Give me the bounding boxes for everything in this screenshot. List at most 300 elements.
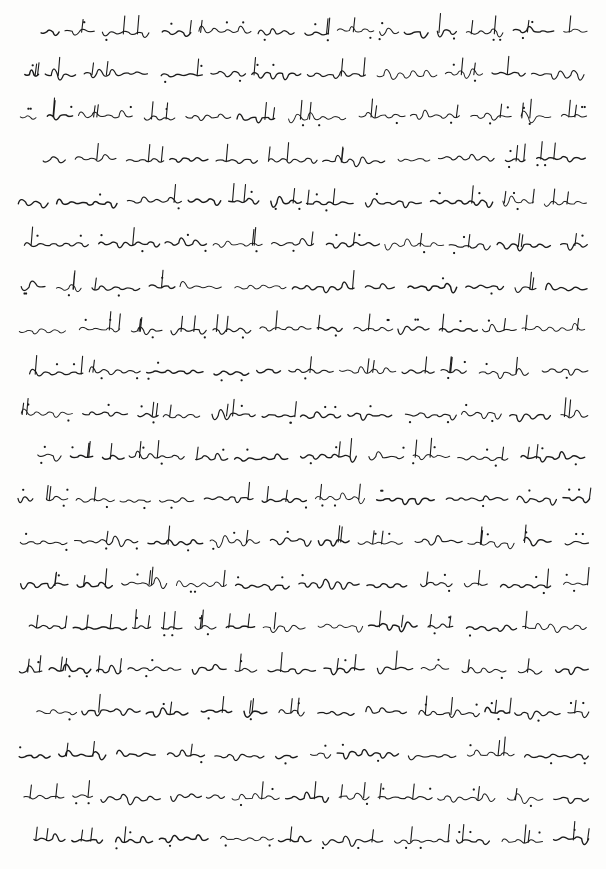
ink-stroke [518,669,541,674]
ink-dot [478,192,480,194]
ink-stroke [235,285,286,289]
ink-stroke [382,531,384,544]
ink-dot [529,123,531,125]
ink-stroke [371,99,373,117]
handwritten-line [41,14,587,42]
ink-stroke [236,584,290,590]
ink-dot [469,634,471,636]
ink-dot [115,847,117,849]
ink-dot [63,505,65,507]
ink-dot [381,22,383,24]
ink-stroke [110,444,112,460]
ink-stroke [323,836,383,846]
ink-stroke [567,192,569,204]
ink-dot [581,106,583,108]
ink-stroke [248,482,250,499]
ink-stroke [262,499,306,503]
ink-dot [108,404,110,406]
ink-stroke [377,69,437,79]
ink-stroke [66,743,68,756]
ink-stroke [97,144,99,160]
ink-stroke [314,782,316,799]
ink-dot [374,533,376,535]
ink-dot [513,192,515,194]
ink-stroke [92,63,94,75]
ink-stroke [530,272,532,289]
ink-stroke [439,329,477,332]
ink-stroke [554,143,556,159]
ink-stroke [195,626,216,630]
ink-dot [164,81,166,83]
ink-dot [86,675,88,677]
ink-stroke [38,454,61,461]
ink-stroke [49,487,51,500]
ink-stroke [58,57,60,75]
ink-stroke [521,111,551,123]
ink-stroke [250,701,252,713]
ink-stroke [199,26,251,33]
ink-dot [25,292,27,294]
ink-stroke [106,531,108,542]
ink-stroke [106,62,108,75]
ink-dot [448,616,450,618]
ink-stroke [446,496,508,501]
ink-stroke [19,666,41,673]
ink-stroke [20,541,67,545]
ink-dot [465,404,467,406]
ink-dot [335,234,337,236]
ink-stroke [127,197,181,203]
ink-stroke [174,612,176,630]
ink-dot [377,760,379,762]
handwritten-line [21,567,589,594]
ink-stroke [563,497,590,503]
ink-stroke [439,154,495,161]
ink-stroke [197,447,199,460]
ink-dot [85,319,87,321]
ink-dot [70,106,72,108]
ink-dot [321,504,323,506]
ink-stroke [458,456,508,460]
ink-stroke [474,63,476,75]
ink-stroke [295,402,297,417]
ink-stroke [430,438,432,457]
ink-stroke [174,185,176,203]
ink-stroke [144,116,175,120]
ink-dot [194,591,196,593]
ink-dot [40,462,42,464]
ink-stroke [197,59,199,76]
ink-stroke [103,455,125,459]
ink-dot [324,406,326,408]
ink-dot [487,533,489,535]
ink-dot [344,659,346,661]
ink-dot [318,124,320,126]
ink-dot [27,403,29,405]
ink-dot [369,405,371,407]
ink-stroke [521,235,523,247]
ink-dot [568,489,570,491]
ink-dot [170,507,172,509]
ink-stroke [131,327,162,335]
ink-stroke [20,116,36,119]
ink-stroke [413,455,450,460]
ink-stroke [527,20,529,32]
ink-stroke [30,785,32,798]
ink-stroke [170,405,172,417]
ink-stroke [359,484,361,499]
ink-stroke [27,399,29,415]
ink-stroke [270,538,311,546]
ink-dot [25,533,27,535]
ink-stroke [524,144,526,161]
ink-dot [420,847,422,849]
ink-dot [369,37,371,39]
ink-dot [171,634,173,636]
ink-stroke [367,359,369,373]
ink-stroke [117,750,156,756]
ink-stroke [271,197,302,208]
ink-stroke [213,328,251,334]
ink-stroke [21,281,45,290]
ink-dot [342,744,344,746]
ink-dot [152,421,154,423]
ink-dot [152,336,154,338]
ink-stroke [318,712,354,716]
ink-dot [570,702,572,704]
ink-stroke [59,751,106,760]
ink-dot [187,234,189,236]
ink-stroke [589,488,591,500]
ink-dot [482,505,484,507]
ink-stroke [497,243,550,251]
ink-dot [581,235,583,237]
ink-stroke [541,142,543,159]
ink-stroke [568,712,589,718]
ink-stroke [201,710,231,712]
ink-stroke [29,625,65,629]
ink-dot [271,788,273,790]
ink-dot [241,379,243,381]
ink-stroke [82,709,140,716]
ink-stroke [298,698,300,713]
ink-stroke [421,665,449,670]
ink-stroke [398,326,429,334]
ink-dot [56,363,58,365]
ink-stroke [339,793,369,800]
ink-stroke [137,16,139,34]
ink-stroke [358,542,402,545]
ink-stroke [37,710,77,715]
ink-stroke [119,314,121,330]
ink-stroke [365,284,394,289]
ink-stroke [171,328,206,334]
ink-stroke [171,794,202,801]
ink-stroke [380,28,399,35]
ink-stroke [176,581,226,587]
ink-stroke [510,698,512,713]
ink-stroke [76,499,114,503]
ink-dot [225,844,227,846]
ink-stroke [188,199,221,205]
ink-dot [145,675,147,677]
ink-dot [550,762,552,764]
ink-stroke [366,199,422,208]
ink-stroke [492,72,525,76]
ink-stroke [49,664,91,673]
ink-stroke [166,103,168,119]
ink-dot [302,124,304,126]
ink-stroke [22,403,24,414]
ink-dot [541,447,543,449]
ink-stroke [267,487,269,502]
ink-dot [402,447,404,449]
ink-stroke [445,69,482,79]
ink-stroke [170,158,208,163]
ink-stroke [274,613,276,629]
ink-dot [447,377,449,379]
ink-dot [239,80,241,82]
ink-dot [298,702,300,704]
ink-stroke [273,108,275,120]
ink-stroke [467,625,517,631]
ink-stroke [47,486,49,500]
ink-dot [298,208,300,210]
ink-dot [538,831,540,833]
ink-stroke [315,493,364,504]
ink-stroke [128,667,181,671]
ink-dot [118,294,120,296]
handwritten-line [25,56,584,83]
ink-dot [376,193,378,195]
ink-dot [495,465,497,467]
ink-dot [448,590,450,592]
ink-dot [566,377,568,379]
ink-stroke [495,700,497,713]
ink-stroke [161,147,163,162]
ink-dot [486,449,488,451]
ink-dot [382,788,384,790]
ink-dot [497,718,499,720]
ink-dot [525,531,527,533]
ink-stroke [472,186,474,203]
ink-stroke [425,357,427,373]
ink-dot [190,591,192,593]
ink-dot [136,377,138,379]
ink-dot [32,64,34,66]
ink-stroke [515,711,560,719]
ink-stroke [421,582,453,586]
ink-stroke [226,626,254,628]
ink-dot [226,21,228,23]
ink-dot [531,21,533,23]
ink-dot [508,166,510,168]
ink-dot [141,405,143,407]
ink-stroke [262,415,295,418]
handwritten-text-block [14,10,598,860]
ink-dot [584,762,586,764]
ink-dot [459,320,461,322]
ink-stroke [478,787,480,800]
ink-dot [334,504,336,506]
ink-stroke [157,441,159,458]
ink-stroke [89,367,140,375]
ink-stroke [93,742,95,757]
ink-dot [442,277,444,279]
ink-dot [453,64,455,66]
ink-stroke [36,615,38,627]
ink-dot [221,379,223,381]
ink-stroke [196,453,228,460]
ink-stroke [478,570,480,585]
handwritten-line [20,98,586,126]
ink-stroke [456,105,458,117]
ink-stroke [73,627,126,630]
ink-stroke [564,398,566,417]
ink-stroke [276,311,278,330]
ink-stroke [341,527,343,542]
ink-stroke [588,568,590,585]
ink-stroke [517,496,556,505]
ink-stroke [507,56,509,74]
ink-dot [65,549,67,551]
ink-stroke [148,616,150,628]
ink-stroke [162,627,182,629]
ink-stroke [97,665,122,673]
ink-stroke [165,238,207,246]
ink-stroke [47,115,72,120]
ink-stroke [485,707,510,713]
ink-stroke [124,827,126,843]
ink-dot [578,489,580,491]
ink-stroke [105,569,107,587]
ink-dot [161,463,163,465]
ink-dot [68,675,70,677]
ink-stroke [528,447,530,458]
ink-stroke [518,234,520,247]
ink-dot [327,39,329,41]
ink-stroke [45,69,75,80]
ink-dot [240,804,242,806]
ink-dot [80,235,82,237]
ink-stroke [554,837,589,845]
ink-stroke [226,144,228,161]
ink-dot [105,39,107,41]
ink-stroke [244,185,246,202]
ink-stroke [323,155,385,166]
ink-dot [417,319,419,321]
ink-dot [73,363,75,365]
ink-stroke [438,794,495,802]
ink-stroke [122,578,167,589]
ink-stroke [449,244,490,250]
ink-stroke [232,794,279,800]
ink-dot [396,122,398,124]
ink-stroke [569,16,571,32]
ink-stroke [129,451,184,459]
ink-dot [453,252,455,254]
ink-stroke [94,106,96,117]
ink-stroke [466,285,504,289]
ink-dot [463,236,465,238]
ink-stroke [378,797,432,800]
ink-dot [157,362,159,364]
ink-stroke [395,839,450,843]
ink-stroke [31,227,32,246]
ink-stroke [99,694,101,712]
ink-stroke [396,651,398,670]
ink-dot [237,576,239,578]
ink-stroke [457,840,490,845]
ink-dot [66,489,68,491]
ink-stroke [369,622,418,632]
ink-dot [450,122,452,124]
ink-stroke [311,753,331,758]
ink-stroke [211,72,246,77]
ink-stroke [116,837,153,843]
ink-dot [566,574,568,576]
ink-stroke [18,497,33,503]
ink-stroke [34,834,65,842]
ink-stroke [565,541,588,544]
ink-dot [212,548,214,550]
ink-dot [292,250,294,252]
ink-stroke [170,702,172,714]
ink-stroke [110,615,112,630]
ink-stroke [462,825,464,842]
ink-stroke [258,29,294,35]
ink-dot [284,762,286,764]
ink-stroke [522,323,585,331]
ink-dot [242,21,244,23]
ink-dot [310,462,312,464]
ink-stroke [77,582,112,588]
ink-stroke [510,414,551,421]
handwritten-line [43,142,585,168]
ink-dot [473,788,475,790]
ink-stroke [556,667,589,674]
ink-dot [169,845,171,847]
ink-stroke [276,755,298,758]
handwritten-line [18,482,591,509]
ink-stroke [498,741,500,756]
ink-stroke [21,583,68,589]
ink-stroke [301,412,341,418]
ink-dot [163,634,165,636]
ink-stroke [561,114,586,117]
ink-stroke [186,114,231,120]
ink-dot [161,277,163,279]
ink-dot [106,506,108,508]
ink-stroke [373,531,375,544]
ink-stroke [102,31,148,37]
ink-dot [204,250,206,252]
ink-stroke [471,21,473,34]
ink-stroke [377,498,435,504]
ink-stroke [162,270,164,288]
ink-stroke [377,667,412,674]
handwritten-line [30,356,588,382]
ink-dot [187,549,189,551]
ink-dot [141,250,143,252]
ink-dot [507,106,509,108]
ink-stroke [57,199,117,208]
ink-stroke [257,369,281,373]
ink-dot [256,64,258,66]
ink-dot [447,421,449,423]
ink-dot [88,802,90,804]
ink-stroke [505,159,525,162]
